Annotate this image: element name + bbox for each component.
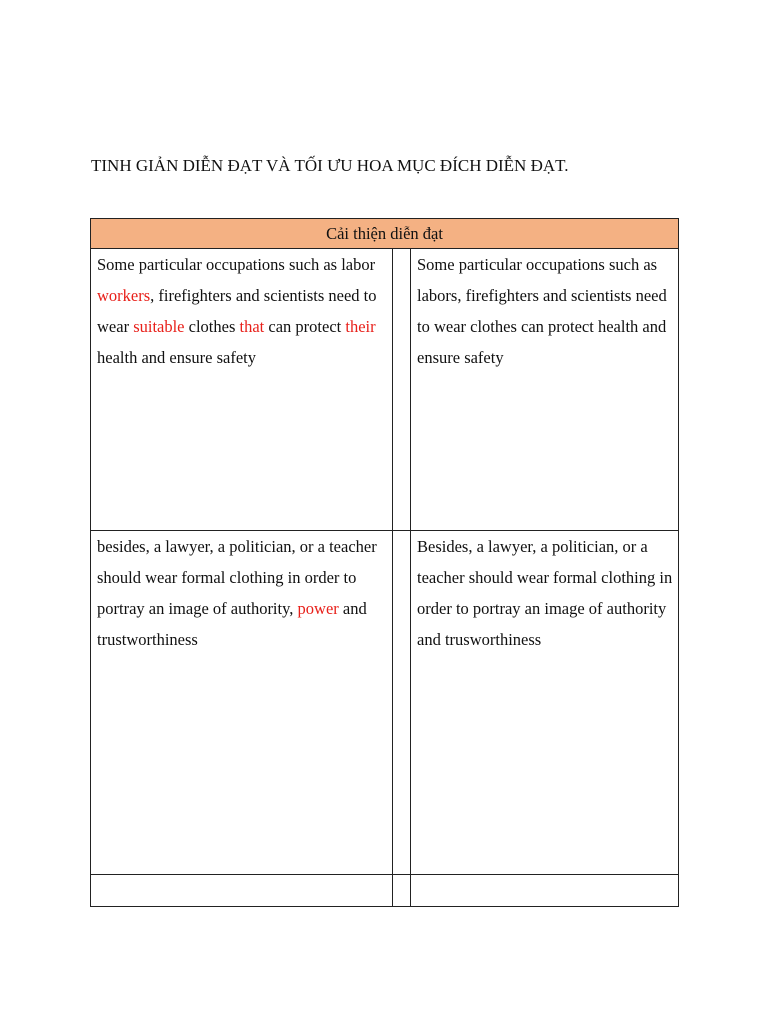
original-cell — [91, 875, 393, 907]
highlighted-word: their — [345, 317, 376, 336]
text-segment: health and ensure safety — [97, 348, 256, 367]
highlighted-word: power — [297, 599, 339, 618]
page-heading: TINH GIẢN DIỄN ĐẠT VÀ TỐI ƯU HOA MỤC ĐÍCH DIỄN ĐẠT. — [91, 156, 569, 175]
text-segment: clothes — [184, 317, 240, 336]
text-segment: and trustworthiness — [97, 599, 367, 649]
revised-cell — [411, 875, 679, 907]
table-header-row — [91, 219, 679, 249]
text-segment: Some particular occupations such as labor — [97, 255, 376, 274]
comparison-table — [90, 218, 679, 907]
original-text — [91, 249, 392, 373]
table-row — [91, 875, 679, 907]
spacer-cell — [393, 531, 411, 875]
text-segment: can protect — [264, 317, 346, 336]
text-segment: , firefighters and scientists need to wear — [97, 286, 377, 336]
revised-cell — [411, 531, 679, 875]
highlighted-word: workers — [97, 286, 151, 305]
table-header-cell: Cải thiện diễn đạt — [91, 219, 679, 249]
revised-text: Some particular occupations such as labors, firefighters and scientists need to wear clothes can protect health and ensure safety — [417, 255, 667, 367]
original-cell — [91, 249, 393, 531]
table-row — [91, 531, 679, 875]
highlighted-word: that — [239, 317, 265, 336]
text-segment: besides, a lawyer, a politician, or a teacher should wear formal clothing in order to portray an image of authority, — [97, 537, 377, 618]
revised-cell — [411, 249, 679, 531]
revised-text: Besides, a lawyer, a politician, or a teacher should wear formal clothing in order to portray an image of authority and trusworthiness — [417, 537, 673, 649]
spacer-cell — [393, 875, 411, 907]
original-cell — [91, 531, 393, 875]
original-text — [91, 531, 392, 655]
highlighted-word: suitable — [133, 317, 185, 336]
table-row — [91, 249, 679, 531]
spacer-cell — [393, 249, 411, 531]
